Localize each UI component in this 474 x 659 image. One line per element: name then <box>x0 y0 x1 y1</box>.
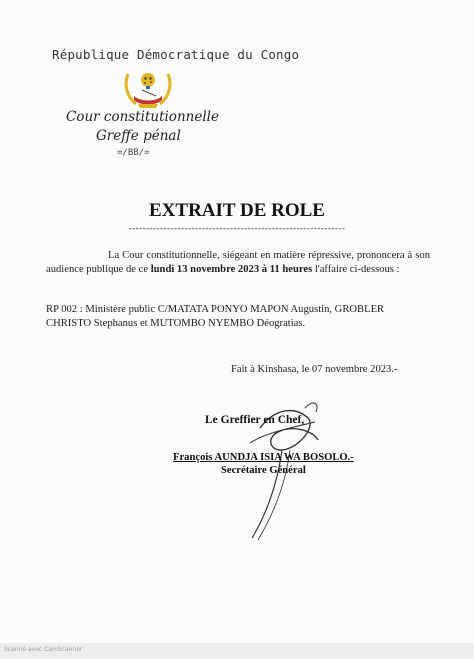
case-entry: RP 002 : Ministère public C/MATATA PONYO MAPON Augustin, GROBLER CHRISTO Stephanus et MUTOMBO NYEMBO Déogratias. <box>46 304 385 329</box>
court-name: Cour constitutionnelle <box>66 109 219 125</box>
signatory-name: François AUNDJA ISIA WA BOSOLO.- <box>173 452 354 463</box>
announcement-text-start: La Cour constitutionnelle, siégeant en matière répressive, prononcera à son audience publique de ce <box>46 250 430 275</box>
announcement-text-end: l'affaire ci-dessous : <box>312 264 400 275</box>
title-underline: -------------------------------------------------------------- <box>128 223 346 233</box>
hearing-date: lundi 13 novembre 2023 à 11 heures <box>150 264 313 275</box>
signatory-title: Le Greffier en Chef, <box>205 414 305 426</box>
signatory-role: Secrétaire Général <box>221 465 306 476</box>
announcement-paragraph <box>46 249 430 277</box>
document-title: EXTRAIT DE ROLE <box>149 200 325 221</box>
scanner-watermark: Scanné avec CamScanner <box>4 646 83 653</box>
division-name: Greffe pénal <box>96 128 181 144</box>
reference-code: =/BB/= <box>117 148 150 158</box>
coat-of-arms-emblem <box>120 66 176 110</box>
republic-heading: République Démocratique du Congo <box>52 47 300 62</box>
place-date: Fait à Kinshasa, le 07 novembre 2023.- <box>231 364 398 375</box>
